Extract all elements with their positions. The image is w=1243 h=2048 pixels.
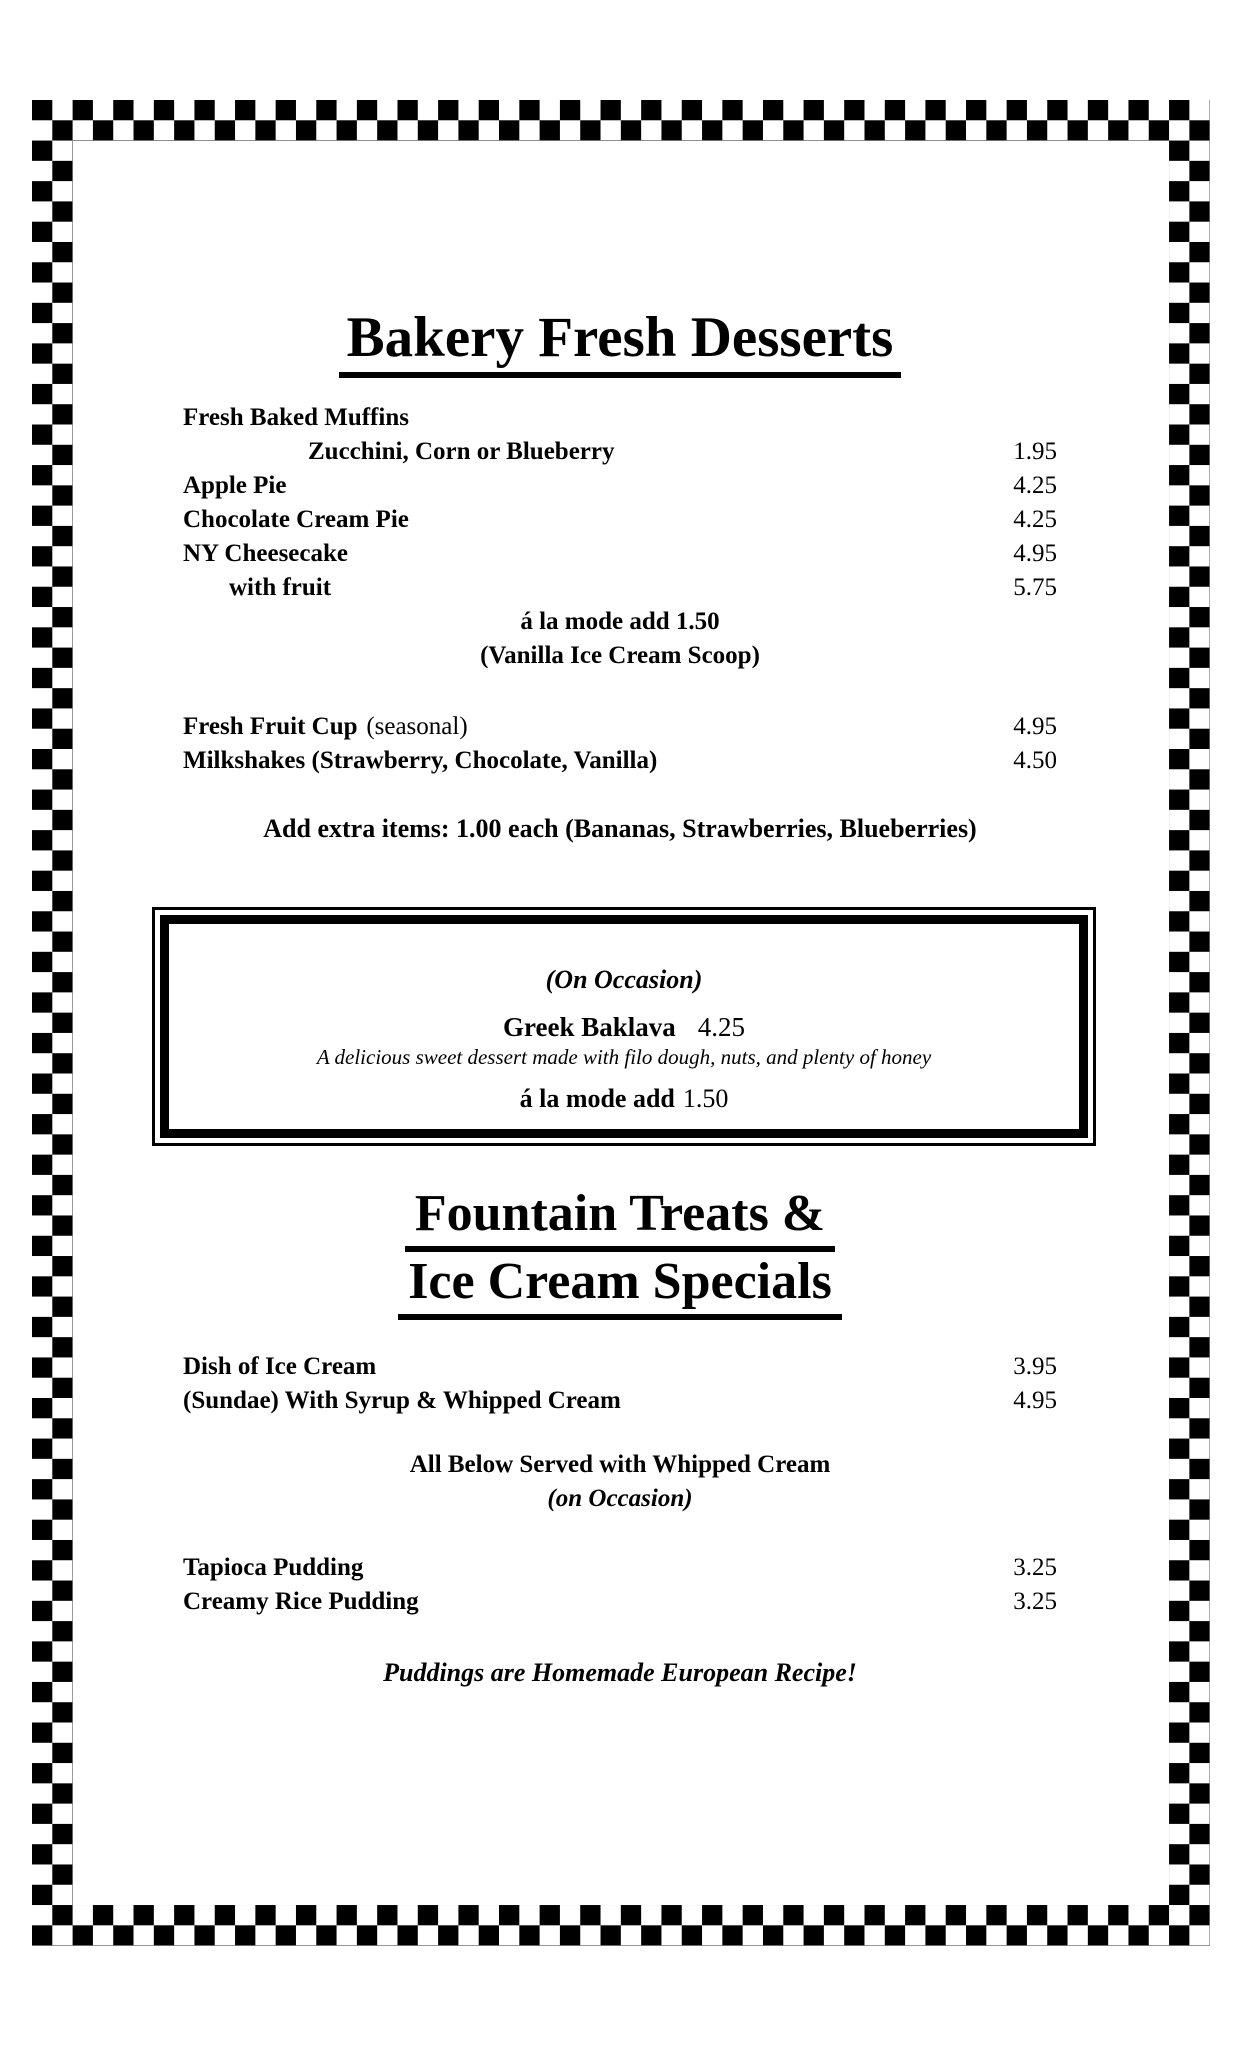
alamode-label: á la mode add bbox=[519, 1084, 675, 1113]
item-price: 4.95 bbox=[1013, 1387, 1057, 1414]
item-name-bold: Fresh Fruit Cup bbox=[183, 713, 358, 740]
item-description: A delicious sweet dessert made with filo dough, nuts, and plenty of honey bbox=[316, 1045, 932, 1069]
item-name: Greek Baklava bbox=[502, 1012, 676, 1042]
special-box bbox=[152, 907, 1096, 1146]
bakery-title-text: Bakery Fresh Desserts bbox=[339, 310, 902, 378]
item-name: Fresh Baked Muffins bbox=[183, 404, 409, 431]
alamode-note: á la mode add 1.50 bbox=[520, 608, 720, 635]
menu-item-row bbox=[183, 401, 1057, 435]
menu-item-row bbox=[183, 537, 1057, 571]
fountain-title-line1: Fountain Treats & bbox=[405, 1186, 835, 1252]
menu-item-row bbox=[183, 1585, 1057, 1619]
menu-item-row bbox=[183, 571, 1057, 605]
item-price: 1.95 bbox=[1013, 438, 1057, 465]
item-name: Tapioca Pudding bbox=[183, 1554, 364, 1581]
bakery-items-list-2 bbox=[183, 710, 1057, 778]
item-name: (Sundae) With Syrup & Whipped Cream bbox=[183, 1387, 621, 1414]
menu-item-row bbox=[183, 744, 1057, 778]
item-name bbox=[183, 710, 468, 744]
menu-item-row bbox=[183, 503, 1057, 537]
menu-item-row bbox=[183, 1350, 1057, 1384]
menu-content bbox=[183, 100, 1057, 1690]
fountain-title-line2-wrap bbox=[183, 1254, 1057, 1322]
bakery-items-list bbox=[183, 401, 1057, 673]
item-name: Dish of Ice Cream bbox=[183, 1353, 377, 1380]
fountain-items-list bbox=[183, 1350, 1057, 1418]
bakery-section-title bbox=[183, 306, 1057, 380]
alamode-row bbox=[189, 1083, 1059, 1115]
item-name: Chocolate Cream Pie bbox=[183, 506, 409, 533]
served-note-block bbox=[183, 1448, 1057, 1516]
item-price: 3.25 bbox=[1013, 1554, 1057, 1581]
occasion-note: (On Occasion) bbox=[545, 965, 703, 994]
item-price: 3.95 bbox=[1013, 1353, 1057, 1380]
special-box-inner bbox=[160, 915, 1088, 1138]
item-price: 5.75 bbox=[1013, 574, 1057, 601]
extra-items-note: Add extra items: 1.00 each (Bananas, Strawberries, Blueberries) bbox=[263, 814, 977, 843]
fountain-title-line2: Ice Cream Specials bbox=[398, 1254, 842, 1320]
item-name: Apple Pie bbox=[183, 472, 287, 499]
item-note: (seasonal) bbox=[366, 713, 468, 740]
fountain-title-line1-wrap bbox=[183, 1186, 1057, 1254]
served-note: All Below Served with Whipped Cream bbox=[409, 1451, 831, 1478]
fountain-section-title bbox=[183, 1186, 1057, 1322]
alamode-price: 1.50 bbox=[682, 1084, 729, 1113]
item-price bbox=[977, 401, 1057, 435]
item-price: 4.25 bbox=[1013, 506, 1057, 533]
menu-item-row bbox=[183, 435, 1057, 469]
served-note-occasion: (on Occasion) bbox=[547, 1485, 693, 1512]
item-name: Milkshakes (Strawberry, Chocolate, Vanilla) bbox=[183, 747, 658, 774]
item-name: NY Cheesecake bbox=[183, 540, 349, 567]
item-price: 4.50 bbox=[1013, 747, 1057, 774]
item-price: 4.25 bbox=[697, 1012, 745, 1042]
item-price: 4.95 bbox=[1013, 713, 1057, 740]
scoop-note: (Vanilla Ice Cream Scoop) bbox=[480, 642, 760, 669]
menu-item-row bbox=[183, 469, 1057, 503]
item-name: Creamy Rice Pudding bbox=[183, 1588, 419, 1615]
pudding-footer-note: Puddings are Homemade European Recipe! bbox=[383, 1658, 857, 1687]
pudding-items-list bbox=[183, 1551, 1057, 1619]
item-price: 3.25 bbox=[1013, 1588, 1057, 1615]
menu-item-row bbox=[183, 710, 1057, 744]
menu-item-row bbox=[183, 1551, 1057, 1585]
item-price: 4.25 bbox=[1013, 472, 1057, 499]
item-price: 4.95 bbox=[1013, 540, 1057, 567]
item-name: with fruit bbox=[229, 574, 332, 601]
baklava-item-row bbox=[189, 1010, 1059, 1044]
menu-item-row bbox=[183, 1384, 1057, 1418]
item-name: Zucchini, Corn or Blueberry bbox=[308, 438, 615, 465]
